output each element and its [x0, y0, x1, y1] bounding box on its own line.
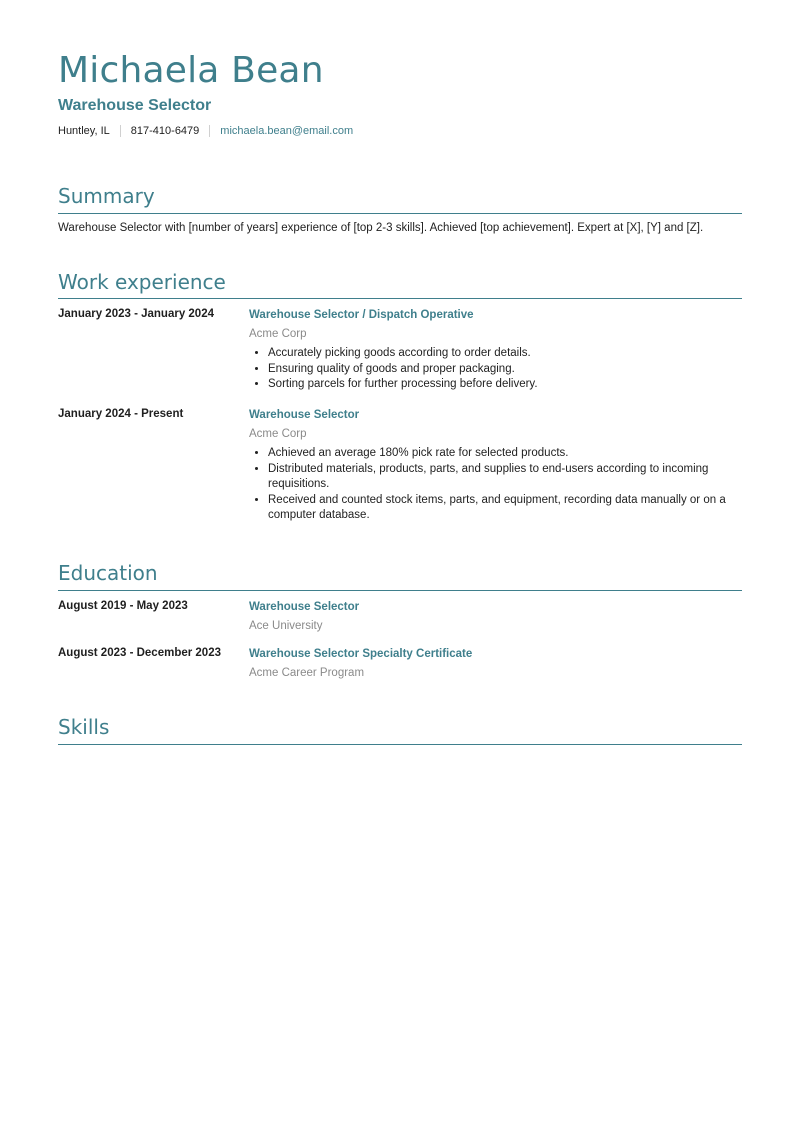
education-divider	[58, 590, 742, 591]
work-entry-bullets	[249, 446, 742, 524]
education-entry-body	[249, 647, 742, 685]
work-entry-dates: January 2024 - Present	[58, 408, 184, 420]
education-entry-school: Ace University	[249, 620, 323, 632]
bullet-item: • Achieved an average 180% pick rate for selected products.	[268, 446, 742, 462]
contact-phone: 817-410-6479	[130, 125, 200, 137]
work-experience-heading: Work experience	[58, 270, 226, 294]
contact-email-link[interactable]: michaela.bean@email.com	[220, 125, 354, 137]
education-entry-degree: Warehouse Selector Specialty Certificate	[249, 648, 473, 660]
summary-text: Warehouse Selector with [number of years] experience of [top 2-3 skills]. Achieved [top achievement]. Expert at [X], [Y] and [Z].	[58, 222, 704, 234]
contact-divider	[209, 125, 210, 137]
education-entry-dates: August 2023 - December 2023	[58, 647, 221, 659]
bullet-item: • Ensuring quality of goods and proper packaging.	[268, 362, 742, 378]
education-entry-degree: Warehouse Selector	[249, 601, 360, 613]
work-experience-divider	[58, 298, 742, 299]
skills-divider	[58, 744, 742, 745]
candidate-name: Michaela Bean	[58, 50, 324, 91]
work-entry-role: Warehouse Selector / Dispatch Operative	[249, 309, 474, 321]
summary-heading: Summary	[58, 184, 155, 208]
work-entry-company: Acme Corp	[249, 328, 307, 340]
contact-location: Huntley, IL	[58, 125, 110, 137]
education-entry-dates: August 2019 - May 2023	[58, 600, 188, 612]
bullet-item: • Distributed materials, products, parts, and supplies to end-users according to incoming requisitions.	[268, 462, 742, 493]
education-entry-body	[249, 600, 742, 638]
bullet-item: • Accurately picking goods according to order details.	[268, 346, 742, 362]
work-entry-body	[249, 408, 742, 524]
education-heading: Education	[58, 561, 158, 585]
contact-divider	[120, 125, 121, 137]
contact-line	[58, 125, 353, 137]
skills-heading: Skills	[58, 715, 110, 739]
work-entry-body	[249, 308, 742, 393]
bullet-item: • Received and counted stock items, parts, and equipment, recording data manually or on a computer database.	[268, 493, 742, 524]
work-entry-company: Acme Corp	[249, 428, 307, 440]
bullet-item: • Sorting parcels for further processing before delivery.	[268, 377, 742, 393]
work-entry-dates: January 2023 - January 2024	[58, 308, 214, 320]
candidate-title: Warehouse Selector	[58, 97, 212, 114]
summary-divider	[58, 213, 742, 214]
work-entry-bullets	[249, 346, 742, 393]
work-entry-role: Warehouse Selector	[249, 409, 360, 421]
education-entry-school: Acme Career Program	[249, 667, 365, 679]
